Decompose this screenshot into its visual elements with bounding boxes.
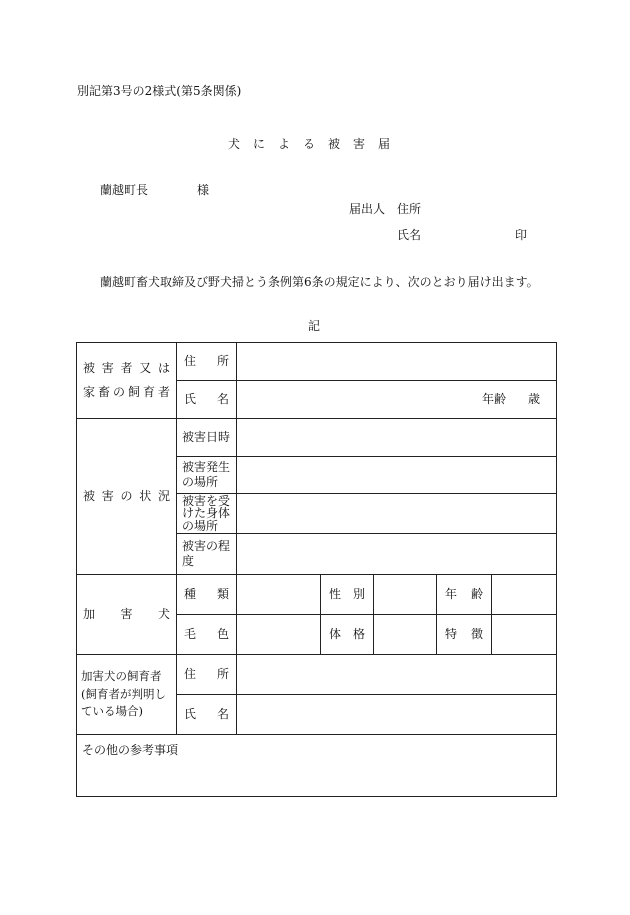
table-row xyxy=(77,735,557,797)
owner-address-field[interactable] xyxy=(237,655,557,695)
owner-name-field[interactable] xyxy=(237,695,557,735)
victim-address-field[interactable] xyxy=(237,343,557,381)
table-row xyxy=(77,575,557,615)
victim-name-field[interactable] xyxy=(237,381,557,419)
applicant-name-label: 氏名 xyxy=(397,228,422,242)
body-place-field[interactable] xyxy=(237,494,557,534)
situation-group-label: 被害の状況 xyxy=(77,419,177,575)
victim-group-line1: 被害者又は xyxy=(83,361,170,375)
sex-label: 性別 xyxy=(321,575,374,615)
build-field[interactable] xyxy=(374,615,437,655)
applicant-label: 届出人 xyxy=(349,202,386,216)
applicant-address-label: 住所 xyxy=(397,202,422,216)
addressee: 蘭越町長 xyxy=(100,183,149,197)
dog-group-label: 加害犬 xyxy=(77,575,177,655)
damage-datetime-field[interactable] xyxy=(237,419,557,457)
coat-label: 毛色 xyxy=(177,615,237,655)
coat-field[interactable] xyxy=(237,615,321,655)
other-notes-label: その他の参考事項 xyxy=(82,743,179,757)
report-table xyxy=(76,342,557,797)
damage-datetime-label: 被害日時 xyxy=(177,419,237,457)
form-reference: 別記第3号の2様式(第5条関係) xyxy=(77,84,242,98)
damage-degree-field[interactable] xyxy=(237,534,557,575)
build-label: 体格 xyxy=(321,615,374,655)
ki-label: 記 xyxy=(308,319,321,333)
damage-place-label: 被害発生 の場所 xyxy=(177,457,237,494)
owner-group-label: 加害犬の飼育者 (飼育者が判明し ている場合) xyxy=(77,655,177,735)
damage-degree-label: 被害の程 度 xyxy=(177,534,237,575)
document-title: 犬による被害届 xyxy=(228,137,404,151)
table-row xyxy=(77,655,557,695)
features-label: 特徴 xyxy=(437,615,492,655)
other-notes-field[interactable] xyxy=(77,735,557,797)
victim-group-line2: 家畜の飼育者 xyxy=(83,385,170,399)
dog-age-field[interactable] xyxy=(492,575,557,615)
body-place-label: 被害を受 けた身体 の場所 xyxy=(177,494,237,534)
age-unit: 歳 xyxy=(528,392,541,406)
seal-mark: 印 xyxy=(515,228,528,242)
owner-address-label: 住所 xyxy=(177,655,237,695)
age-label: 年齢 xyxy=(482,392,507,406)
victim-address-label: 住所 xyxy=(177,343,237,381)
breed-field[interactable] xyxy=(237,575,321,615)
sex-field[interactable] xyxy=(374,575,437,615)
damage-place-field[interactable] xyxy=(237,457,557,494)
honorific: 様 xyxy=(197,183,210,197)
features-field[interactable] xyxy=(492,615,557,655)
victim-group-label xyxy=(77,343,177,419)
table-row xyxy=(77,343,557,381)
breed-label: 種類 xyxy=(177,575,237,615)
statement: 蘭越町畜犬取締及び野犬掃とう条例第6条の規定により、次のとおり届け出ます。 xyxy=(100,275,539,289)
table-row xyxy=(77,419,557,457)
victim-name-label: 氏名 xyxy=(177,381,237,419)
dog-age-label: 年齢 xyxy=(437,575,492,615)
owner-name-label: 氏名 xyxy=(177,695,237,735)
